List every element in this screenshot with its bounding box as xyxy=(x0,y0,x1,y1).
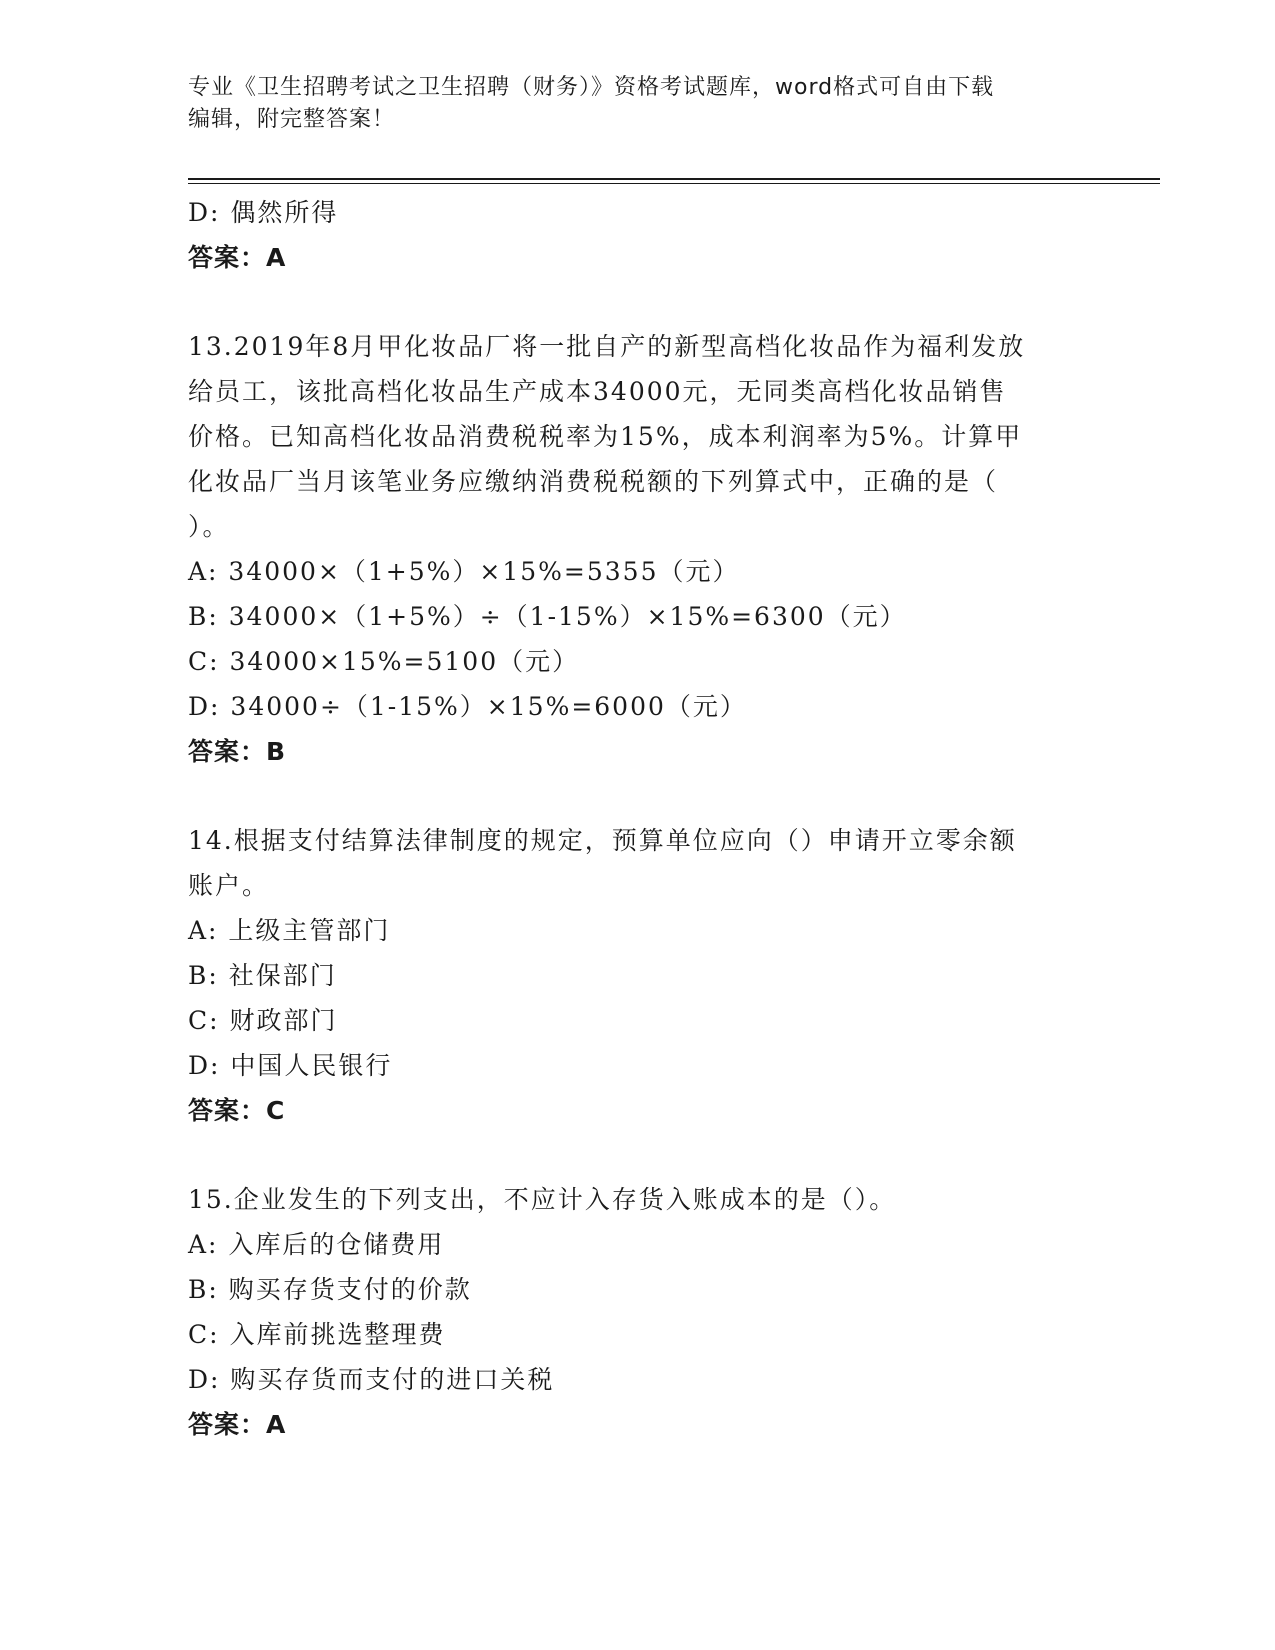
question-stem-line: 14.根据支付结算法律制度的规定，预算单位应向（）申请开立零余额 xyxy=(188,826,1017,855)
question-stem-line: 化妆品厂当月该笔业务应缴纳消费税税额的下列算式中，正确的是（ xyxy=(188,467,999,496)
prev-question-tail xyxy=(188,190,1088,280)
answer-line: 答案：A xyxy=(188,1410,287,1439)
header-divider-thin xyxy=(188,183,1160,184)
option-d: D: 偶然所得 xyxy=(188,198,339,227)
option-b: B: 购买存货支付的价款 xyxy=(188,1275,472,1304)
option-b: B: 社保部门 xyxy=(188,961,337,990)
answer-line: 答案：C xyxy=(188,1096,286,1125)
question-13 xyxy=(188,324,1088,774)
option-c: C: 34000×15%=5100（元） xyxy=(188,647,580,676)
option-c: C: 入库前挑选整理费 xyxy=(188,1320,446,1349)
question-14 xyxy=(188,818,1088,1133)
spacer xyxy=(188,280,1088,324)
header-line-1: 专业《卫生招聘考试之卫生招聘（财务）》资格考试题库，word格式可自由下载 xyxy=(188,75,995,100)
option-a: A: 34000×（1+5%）×15%=5355（元） xyxy=(188,557,740,586)
spacer xyxy=(188,1133,1088,1177)
answer-line: 答案：A xyxy=(188,243,287,272)
option-b: B: 34000×（1+5%）÷（1-15%）×15%=6300（元） xyxy=(188,602,907,631)
option-d: D: 34000÷（1-15%）×15%=6000（元） xyxy=(188,692,747,721)
option-d: D: 购买存货而支付的进口关税 xyxy=(188,1365,555,1394)
question-list xyxy=(188,190,1088,1447)
document-header xyxy=(188,72,1088,136)
option-d: D: 中国人民银行 xyxy=(188,1051,393,1080)
spacer xyxy=(188,774,1088,818)
question-stem-line: 价格。已知高档化妆品消费税税率为15%，成本利润率为5%。计算甲 xyxy=(188,422,1023,451)
question-stem-line: 13.2019年8月甲化妆品厂将一批自产的新型高档化妆品作为福利发放 xyxy=(188,332,1026,361)
question-stem-line: 账户。 xyxy=(188,871,270,900)
option-a: A: 入库后的仓储费用 xyxy=(188,1230,445,1259)
option-a: A: 上级主管部门 xyxy=(188,916,391,945)
question-stem-line: 给员工，该批高档化妆品生产成本34000元，无同类高档化妆品销售 xyxy=(188,377,1007,406)
question-15 xyxy=(188,1177,1088,1447)
answer-line: 答案：B xyxy=(188,737,287,766)
question-stem-line: ）。 xyxy=(188,512,230,541)
header-line-2: 编辑，附完整答案！ xyxy=(188,107,396,132)
question-stem-line: 15.企业发生的下列支出，不应计入存货入账成本的是（）。 xyxy=(188,1185,897,1214)
header-divider-thick xyxy=(188,178,1160,180)
option-c: C: 财政部门 xyxy=(188,1006,338,1035)
